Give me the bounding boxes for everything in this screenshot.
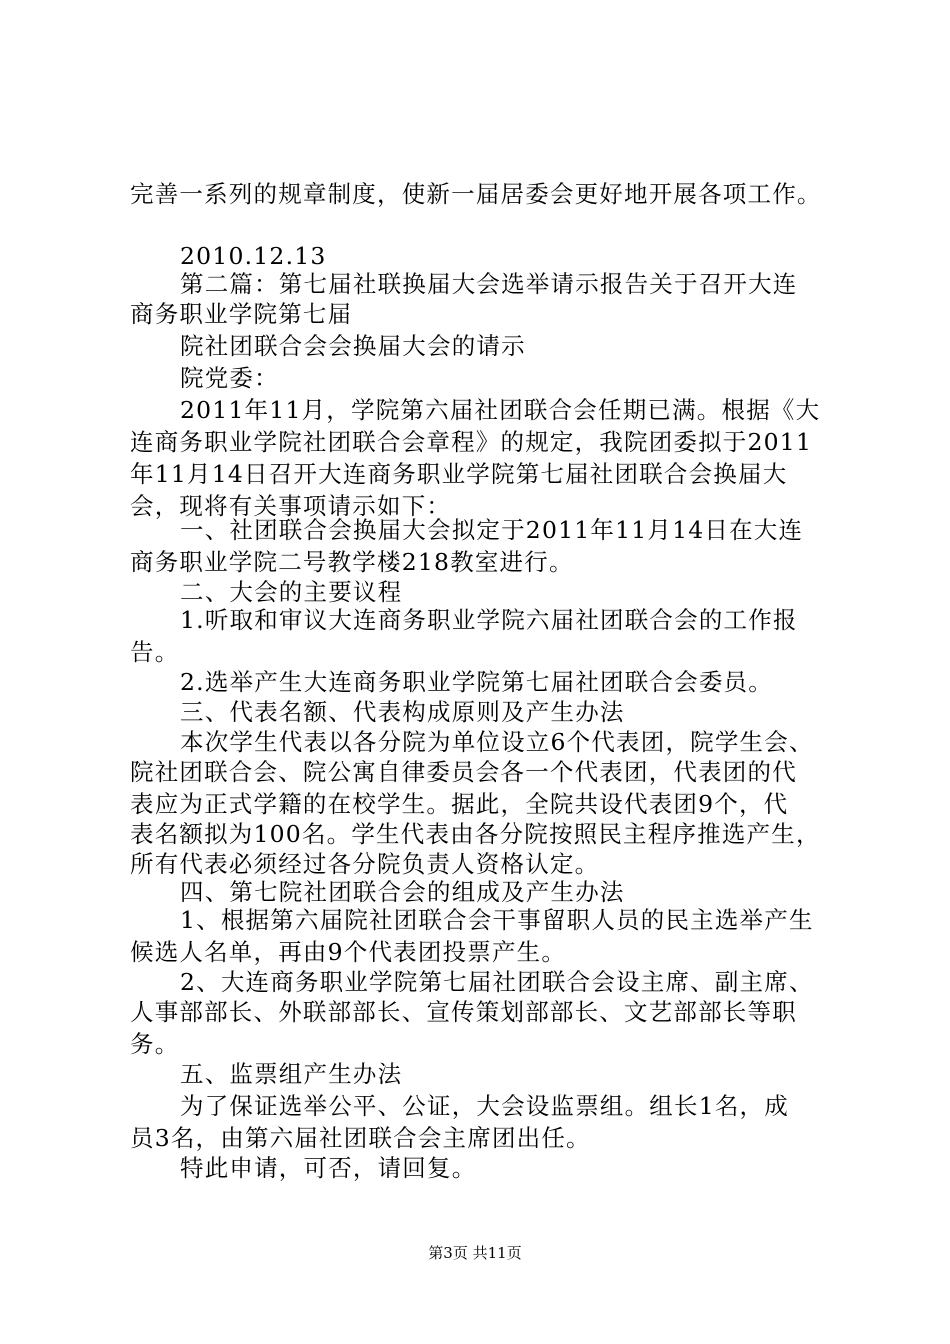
date-line: 2010.12.13 [180,242,327,270]
document-title: 院社团联合会会换届大会的请示 [180,332,526,360]
text-line: 所有代表必须经过各分院负责人资格认定。 [130,850,600,878]
text-line: 一、社团联合会换届大会拟定于2011年11月14日在大连 [180,516,804,544]
text-line: 为了保证选举公平、公证，大会设监票组。组长1名，成 [180,1092,789,1120]
text-line: 五、监票组产生办法 [180,1060,403,1088]
text-line: 本次学生代表以各分院为单位设立6个代表团，院学生会、 [180,728,814,756]
text-line: 告。 [130,638,180,666]
section-heading: 第二篇：第七届社联换届大会选举请示报告关于召开大连 [180,270,798,298]
text-line: 商务职业学院二号教学楼218教室进行。 [130,548,574,576]
text-line: 三、代表名额、代表构成原则及产生办法 [180,698,625,726]
text-line: 2、大连商务职业学院第七届社团联合会设主席、副主席、 [180,968,814,996]
text-line: 会，现将有关事项请示如下： [130,492,452,520]
recipient-line: 院党委： [180,364,279,392]
page-number-footer: 第3页 共11页 [428,1244,522,1262]
text-line: 连商务职业学院社团联合会章程》的规定，我院团委拟于2011 [130,428,813,456]
text-line: 1.听取和审议大连商务职业学院六届社团联合会的工作报 [180,606,798,634]
text-line: 2011年11月，学院第六届社团联合会任期已满。根据《大 [180,396,821,424]
text-line: 年11月14日召开大连商务职业学院第七届社团联合会换届大 [130,460,788,488]
text-line: 1、根据第六届院社团联合会干事留职人员的民主选举产生 [180,906,814,934]
text-line: 四、第七院社团联合会的组成及产生办法 [180,878,625,906]
section-heading-continuation: 商务职业学院第七届 [130,300,353,328]
text-line: 员3名，由第六届社团联合会主席团出任。 [130,1124,591,1152]
text-line: 候选人名单，再由9个代表团投票产生。 [130,938,567,966]
text-line: 务。 [130,1030,180,1058]
text-line: 特此申请，可否，请回复。 [180,1154,477,1182]
text-line: 完善一系列的规章制度，使新一届居委会更好地开展各项工作。 [130,180,822,208]
text-line: 2.选举产生大连商务职业学院第七届社团联合会委员。 [180,668,773,696]
text-line: 二、大会的主要议程 [180,578,403,606]
text-line: 人事部部长、外联部部长、宣传策划部部长、文艺部部长等职 [130,998,797,1026]
text-line: 表名额拟为100名。学生代表由各分院按照民主程序推选产生， [130,820,821,848]
text-line: 表应为正式学籍的在校学生。据此，全院共设代表团9个，代 [130,790,789,818]
text-line: 院社团联合会、院公寓自律委员会各一个代表团，代表团的代 [130,758,797,786]
